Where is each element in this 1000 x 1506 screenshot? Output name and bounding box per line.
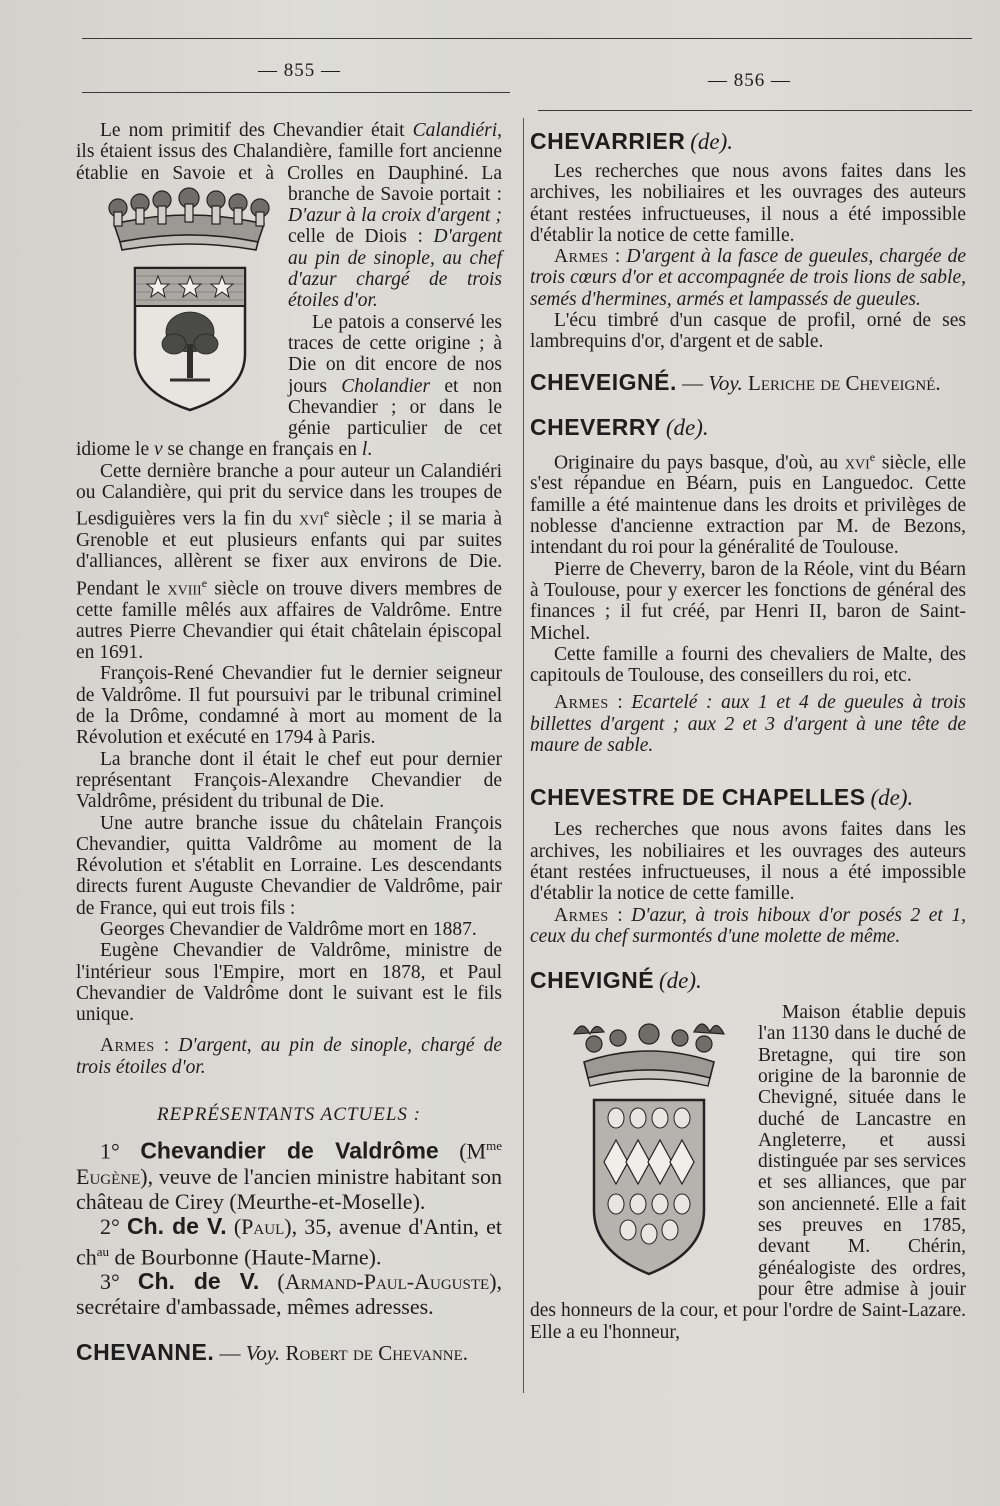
heading-particle: (de).: [659, 968, 702, 994]
cheverry-pierre: Pierre de Cheverry, baron de la Réole, vint du Béarn à Toulouse, pour y exercer les fonctions de général des finances ; il fut créé, par Henri II, baron de Saint-Michel.: [530, 558, 966, 644]
voy-text: Voy.: [708, 370, 743, 395]
chevestre-armes: [530, 905, 966, 948]
chevanne-heading: CHEVANNE.: [76, 1339, 215, 1366]
top-rule: [82, 38, 972, 39]
representant-1: [76, 1133, 502, 1213]
text-span: et non Chevandier ; or dans le génie particulier de cet idiome le: [76, 375, 502, 461]
superscript: e: [869, 449, 876, 464]
text-span: —: [676, 370, 709, 395]
century-xvi: xvi: [299, 508, 324, 530]
text-span: , ils étaient issus des Chalandière, famille fort ancienne établie en Savoie et à Crolles en Dauphiné. La branche de Savoie portait :: [76, 120, 502, 205]
representants-title: REPRÉSENTANTS ACTUELS :: [156, 1104, 422, 1126]
text-span: Le nom primitif des Chevandier était: [100, 120, 413, 141]
chevarrier-armes: [530, 246, 966, 310]
cheveigne-heading: CHEVEIGNÉ.: [530, 368, 677, 395]
armes-label: Armes: [554, 692, 609, 714]
chevigne-text: [530, 1002, 966, 1343]
header-rule-left: [82, 92, 510, 93]
armes-text: D'argent à la fasce de gueules, chargée de trois cœurs d'or et accompagnée de trois lions de sable, semés d'hermines, armés et lampassés de gueules.: [530, 246, 966, 310]
chevestre-text: Les recherches que nous avons faites dans les archives, les nobiliaires et les ouvrages des auteurs étant restées infructueuses, il nous a été impossible d'établir la notice de cette famille.: [530, 819, 966, 905]
armes-text: D'azur, à trois hiboux d'or posés 2 et 1, ceux du chef surmontés d'une molette de même.: [530, 904, 966, 947]
chevarrier-text: Les recherches que nous avons faites dans les archives, les nobiliaires et les ouvrages des auteurs étant restées infructueuses, il nous a été impossible d'établir la notice de cette famille.: [530, 161, 966, 246]
chevestre-heading: CHEVESTRE DE CHAPELLES: [530, 784, 866, 811]
text-span: Le patois a conservé les traces de cette origine ; à Die on dit encore de nos jours: [288, 311, 502, 397]
chevandier-branch: [76, 461, 502, 664]
heading-particle: (de).: [870, 785, 914, 811]
text-span: :: [608, 904, 632, 926]
rep-firstname: Armand-Paul-Auguste: [284, 1269, 490, 1295]
rep-firstname: Eugène: [76, 1163, 141, 1189]
coat-of-arms-chevigne-figure: [530, 1004, 744, 1289]
rep-number: 1°: [100, 1138, 120, 1164]
armes-label: Armes: [554, 246, 609, 268]
rep-number: 2°: [100, 1213, 120, 1239]
text-span: ), secrétaire d'ambassade, mêmes adresses.: [76, 1269, 503, 1320]
chevanne-entry: [76, 1339, 502, 1366]
cheverry-heading: CHEVERRY: [530, 413, 661, 440]
chevandier-eugene: Eugène Chevandier de Valdrôme, ministre de l'intérieur sous l'Empire, mort en 1878, et Paul Chevandier de Valdrôme dont le suivant est le fils unique.: [76, 940, 502, 1026]
cheveigne-entry: [530, 369, 966, 396]
text-span: (: [226, 1213, 242, 1239]
header-rule-right: [538, 110, 972, 111]
rep-firstname: Paul: [241, 1213, 285, 1239]
century-xviii: xviii: [167, 578, 202, 600]
text-span: de Bourbonne (Haute-Marne).: [109, 1244, 382, 1270]
text-span: siècle, elle s'est répandue en Béarn, puis en Languedoc. Cette famille a été maintenue dans les droits et privilèges de noblesse d'ancienne extraction par M. de Bezons, intendant du roi pour la généralité de Toulouse.: [530, 452, 966, 559]
text-span: (: [259, 1269, 285, 1295]
cheverry-chevaliers: Cette famille a fourni des chevaliers de Malte, des capitouls de Toulouse, des conseillers du roi, etc.: [530, 643, 966, 687]
page-number-left: — 855 —: [258, 60, 341, 81]
cheverry-entry: [530, 414, 966, 441]
text-span: .: [367, 439, 373, 461]
chevanne-reference: Robert de Chevanne.: [280, 1341, 469, 1366]
coat-of-arms-chevandier-figure: [76, 184, 278, 421]
heading-particle: (de).: [665, 414, 709, 440]
text-span: Originaire du pays basque, d'où, au: [554, 452, 845, 474]
diois-arms-text: D'argent au pin de sinople, au chef d'azur chargé de trois étoiles d'or.: [288, 226, 502, 312]
superscript: e: [323, 506, 330, 521]
text-span: celle de Diois :: [288, 226, 434, 248]
chevarrier-entry: [530, 128, 966, 155]
chevandier-branch-chief: La branche dont il était le chef eut pour dernier représentant François-Alexandre Chevandier de Valdrôme, président du tribunal de Die.: [76, 748, 502, 813]
text-span: siècle on trouve divers membres de cette famille mêlés aux affaires de Valdrôme. Entre autres Pierre Chevandier qui était châtelain épiscopal en 1691.: [76, 578, 502, 664]
armes-text: D'argent, au pin de sinople, chargé de trois étoiles d'or.: [76, 1035, 502, 1078]
text-span: :: [608, 246, 627, 268]
text-span: Cette dernière branche a pour auteur un Calandiéri ou Calandière, qui prit du service dans les troupes de Lesdiguières vers la fin du: [76, 460, 502, 530]
century-xvi: xvi: [844, 452, 870, 474]
rep-name: Ch. de V.: [127, 1212, 227, 1239]
cheverry-armes: [530, 692, 966, 756]
cheverry-origin: [530, 447, 966, 559]
column-divider: [523, 118, 524, 1393]
armes-label: Armes: [100, 1035, 155, 1057]
text-span: siècle ; il se maria à Grenoble et eut plusieurs enfants qui par suites d'alliances, allèrent se fixer aux environs de Die. Pendant le: [76, 508, 502, 600]
text-span: ), veuve de l'ancien ministre habitant son château de Cirey (Meurthe-et-Moselle).: [76, 1163, 502, 1214]
armes-text: Ecartelé : aux 1 et 4 de gueules à trois billettes d'argent ; aux 2 et 3 d'argent à une tête de maure de sable.: [530, 692, 966, 757]
chevandier-intro: [76, 120, 502, 312]
rep-name: Chevandier de Valdrôme: [140, 1137, 439, 1164]
coat-of-arms-chevandier: [100, 184, 278, 416]
chevarrier-ecu: L'écu timbré d'un casque de profil, orné de ses lambrequins d'or, d'argent et de sable.: [530, 310, 966, 353]
superscript: e: [201, 575, 208, 590]
text-span: Maison établie depuis l'an 1130 dans le duché de Bretagne, qui tire son origine de la baronnie de Chevigné, située dans le duché de Lancastre en Angleterre, et aussi distinguée par ses services et ses alliances, que par son ancienneté. Elle a fait ses preuves en 1785, devant M. Chérin, généalogiste des ordres, pour être admise à jouir des honneurs de la cour, et pour l'ordre de Saint-Lazare. Elle a eu l'honneur,: [530, 1002, 966, 1343]
cholandier-text: Cholandier: [341, 375, 431, 397]
rep-name: Ch. de V.: [137, 1268, 260, 1295]
chevigne-entry: [530, 967, 966, 994]
text-span: —: [214, 1341, 246, 1366]
chevestre-entry: [530, 784, 966, 813]
chevigne-heading: CHEVIGNÉ: [530, 967, 655, 994]
coat-of-arms-chevigne: [554, 1004, 744, 1284]
chevandier-lorraine: Une autre branche issue du châtelain François Chevandier, quitta Valdrôme au moment de la Révolution et s'établit en Lorraine. Les descendants directs furent Auguste Chevandier de Valdrôme, pair de France, qui eut trois fils :: [76, 812, 502, 919]
representant-2: [76, 1214, 502, 1269]
rep-number: 3°: [100, 1269, 120, 1295]
chevandier-georges: Georges Chevandier de Valdrôme mort en 1887.: [100, 918, 477, 940]
voy-text: Voy.: [245, 1341, 281, 1366]
representant-3: [76, 1269, 502, 1319]
text-span: :: [608, 692, 632, 714]
left-column: [76, 120, 502, 1366]
text-span: se change en français en: [162, 439, 362, 461]
calandieri-text: Calandiéri: [412, 120, 498, 141]
superscript: me: [486, 1138, 503, 1154]
chevandier-francois-rene: François-René Chevandier fut le dernier seigneur de Valdrôme. Il fut poursuivi par le tribunal criminel de la Drôme, condamné à mort au moment de la Révolution et exécuté en 1794 à Paris.: [76, 663, 502, 749]
page-number-right: — 856 —: [708, 70, 791, 91]
text-span: ), 35, avenue d'Antin, et ch: [76, 1213, 503, 1270]
text-span: (M: [438, 1138, 487, 1164]
letter-v: v: [153, 439, 163, 461]
superscript: au: [96, 1243, 110, 1259]
chevandier-armes: [76, 1035, 502, 1078]
savoie-arms-text: D'azur à la croix d'argent ;: [288, 205, 502, 227]
chevarrier-heading: CHEVARRIER: [530, 128, 686, 154]
right-column: [530, 128, 966, 1343]
cheveigne-reference: Leriche de Cheveigné.: [742, 370, 941, 395]
heading-particle: (de).: [690, 129, 734, 154]
letter-l: l: [361, 439, 368, 461]
armes-label: Armes: [554, 904, 609, 926]
text-span: :: [154, 1035, 179, 1057]
